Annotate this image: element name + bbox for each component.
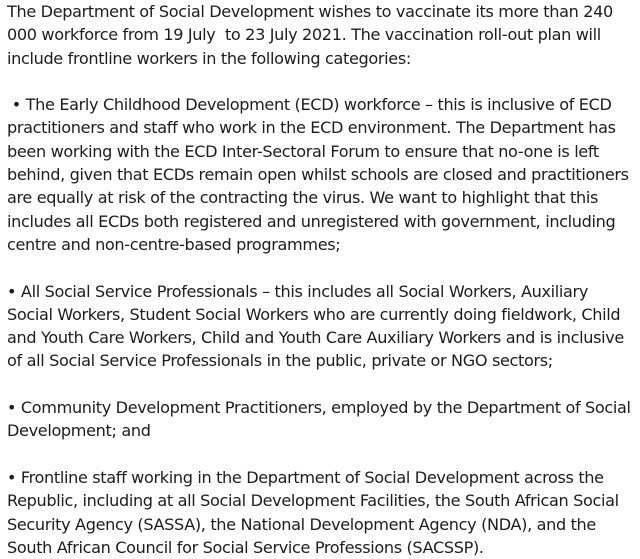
bullet-frontline-staff	[7, 466, 637, 559]
text-line: practitioners and staff who work in the ECD environment. The Department has	[7, 118, 616, 138]
text-line: centre and non-centre-based programmes;	[7, 234, 341, 254]
text-line: • All Social Service Professionals – this includes all Social Workers, Auxiliary	[7, 281, 588, 301]
text-line: Republic, including at all Social Development Facilities, the South African Social	[7, 491, 619, 511]
bullet-community-development	[7, 396, 637, 443]
document-body	[7, 0, 637, 559]
text-line: • Community Development Practitioners, employed by the Department of Social	[7, 398, 631, 418]
text-line: South African Council for Social Service Professions (SACSSP).	[7, 537, 484, 557]
text-line: are equally at risk of the contracting the virus. We want to highlight that this	[7, 188, 599, 208]
text-line: • Frontline staff working in the Department of Social Development across the	[7, 467, 604, 487]
text-line: Development; and	[7, 421, 151, 441]
text-line: Security Agency (SASSA), the National Development Agency (NDA), and the	[7, 514, 596, 534]
text-line: been working with the ECD Inter-Sectoral Forum to ensure that no-one is left	[7, 141, 599, 161]
text-line: The Department of Social Development wishes to vaccinate its more than 240	[7, 2, 613, 21]
text-line: • The Early Childhood Development (ECD) workforce – this is inclusive of ECD	[7, 95, 612, 115]
bullet-social-service-professionals	[7, 280, 637, 373]
text-line: and Youth Care Workers, Child and Youth Care Auxiliary Workers and is inclusive	[7, 328, 624, 348]
text-line: of all Social Service Professionals in the public, private or NGO sectors;	[7, 351, 553, 371]
text-line: includes all ECDs both registered and unregistered with government, including	[7, 211, 616, 231]
bullet-ecd-workforce	[7, 93, 637, 256]
text-line: behind, given that ECDs remain open whilst schools are closed and practitioners	[7, 165, 629, 185]
text-line: Social Workers, Student Social Workers who are currently doing fieldwork, Child	[7, 304, 621, 324]
text-line: include frontline workers in the following categories:	[7, 48, 411, 68]
intro-paragraph	[7, 0, 637, 70]
text-line: 000 workforce from 19 July to 23 July 2021. The vaccination roll-out plan will	[7, 25, 601, 45]
